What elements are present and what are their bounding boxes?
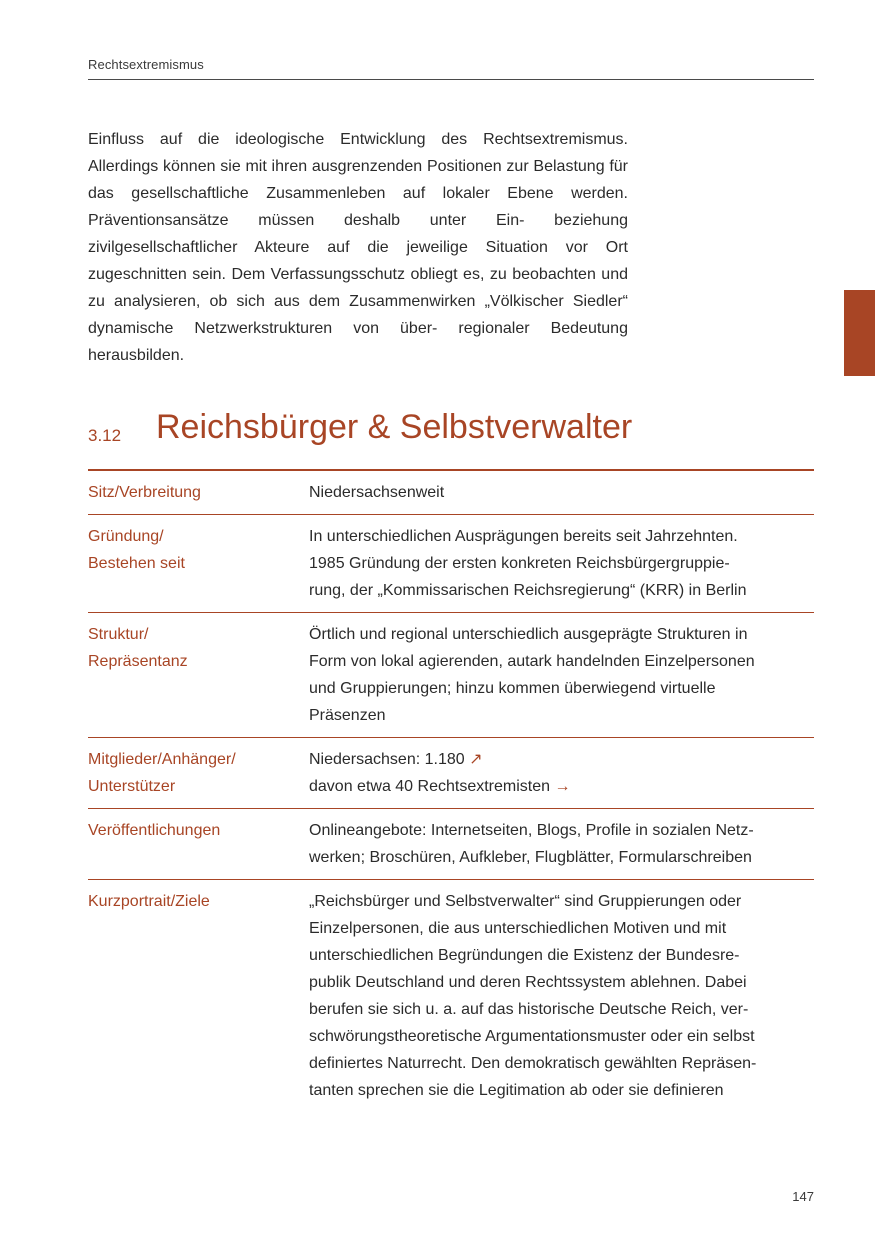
intro-paragraph [88, 126, 628, 369]
chapter-side-tab [844, 290, 875, 376]
intro-line: Ebene werden. Präventionsansätze müssen deshalb unter Ein- [88, 185, 628, 229]
row-value-line: publik Deutschland und deren Rechtssystem ablehnen. Dabei [309, 974, 747, 991]
row-value-line: und Gruppierungen; hinzu kommen überwiegend virtuelle [309, 680, 716, 697]
row-value-line: Präsenzen [309, 707, 386, 724]
intro-line: Belastung für das gesellschaftliche Zusammenleben auf lokaler [88, 158, 629, 202]
intro-line: vor Ort zugeschnitten sein. Dem Verfassungsschutz obliegt es, zu [88, 239, 628, 283]
row-label-line: Unterstützer [88, 778, 176, 795]
row-value-line: In unterschiedlichen Ausprägungen bereits seit Jahrzehnten. [309, 528, 738, 545]
row-value-line: definiertes Naturrecht. Den demokratisch gewählten Repräsen- [309, 1055, 757, 1072]
row-label [88, 746, 309, 800]
row-value-line: Onlineangebote: Internetseiten, Blogs, Profile in sozialen Netz- [309, 822, 754, 839]
row-value-line: „Reichsbürger und Selbstverwalter“ sind Gruppierungen oder [309, 893, 742, 910]
row-label-line: Struktur/ [88, 626, 149, 643]
extremist-count-text: davon etwa 40 Rechtsextremisten [309, 778, 551, 795]
row-label-line: Bestehen seit [88, 555, 185, 572]
table-row-mitglieder [88, 738, 814, 809]
row-value [309, 523, 814, 604]
row-value-line: Einzelpersonen, die aus unterschiedlichen Motiven und mit [309, 920, 727, 937]
intro-text [88, 126, 628, 369]
table-row-struktur [88, 613, 814, 738]
running-header: Rechtsextremismus [88, 57, 204, 72]
trend-steady-arrow-icon: → [554, 778, 571, 795]
row-label [88, 523, 309, 604]
row-label-line: Mitglieder/Anhänger/ [88, 751, 236, 768]
intro-line: Allerdings können sie mit ihren ausgrenzenden Positionen zur [88, 158, 529, 175]
row-label [88, 621, 309, 729]
row-value-line: werken; Broschüren, Aufkleber, Flugblätter, Formularschreiben [309, 849, 752, 866]
row-value-line: schwörungstheoretische Argumentationsmuster oder ein selbst [309, 1028, 755, 1045]
row-value [309, 817, 814, 871]
row-value-line: unterschiedlichen Begründungen die Existenz der Bundesre- [309, 947, 740, 964]
intro-line: Einfluss auf die ideologische Entwicklung des Rechtsextremismus. [88, 131, 628, 148]
intro-line: beobachten und zu analysieren, ob sich aus dem Zusammenwirken [88, 266, 629, 310]
table-row-kurzportrait [88, 880, 814, 1112]
row-value-line: 1985 Gründung der ersten konkreten Reichsbürgergruppie- [309, 555, 730, 572]
table-row-gruendung [88, 515, 814, 613]
row-label-line: Gründung/ [88, 528, 164, 545]
header-rule [88, 79, 814, 80]
info-table [88, 469, 814, 1112]
row-label [88, 817, 309, 871]
row-value-line: Niedersachsenweit [309, 484, 445, 501]
intro-line: „Völkischer Siedler“ dynamische Netzwerkstrukturen von über- [88, 293, 628, 337]
row-label-line: Veröffentlichungen [88, 822, 221, 839]
intro-line: beziehung zivilgesellschaftlicher Akteure auf die jeweilige Situation [88, 212, 628, 256]
table-row-sitz [88, 471, 814, 515]
row-label [88, 479, 309, 506]
section-title: Reichsbürger & Selbstverwalter [156, 408, 633, 446]
page-number: 147 [792, 1189, 814, 1204]
row-value-line: tanten sprechen sie die Legitimation ab oder sie definieren [309, 1082, 724, 1099]
section-number: 3.12 [88, 426, 122, 445]
row-label-line: Sitz/Verbreitung [88, 484, 201, 501]
row-label [88, 888, 309, 1104]
trend-up-arrow-icon: ↗ [469, 751, 483, 768]
row-value-line: berufen sie sich u. a. auf das historische Deutsche Reich, ver- [309, 1001, 749, 1018]
row-value-line: Örtlich und regional unterschiedlich ausgeprägte Strukturen in [309, 626, 748, 643]
row-value [309, 621, 814, 729]
member-count-text: Niedersachsen: 1.180 [309, 751, 465, 768]
row-value-line [309, 746, 814, 773]
row-label-line: Kurzportrait/Ziele [88, 893, 210, 910]
row-value [309, 888, 814, 1104]
intro-line: regionaler Bedeutung herausbilden. [88, 320, 628, 364]
row-value-line: rung, der „Kommissarischen Reichsregierung“ (KRR) in Berlin [309, 582, 747, 599]
row-value-line [309, 773, 814, 800]
row-value-line: Form von lokal agierenden, autark handelnden Einzelpersonen [309, 653, 755, 670]
row-value [309, 479, 814, 506]
row-value [309, 746, 814, 800]
table-row-veroeffentlichungen [88, 809, 814, 880]
row-label-line: Repräsentanz [88, 653, 188, 670]
